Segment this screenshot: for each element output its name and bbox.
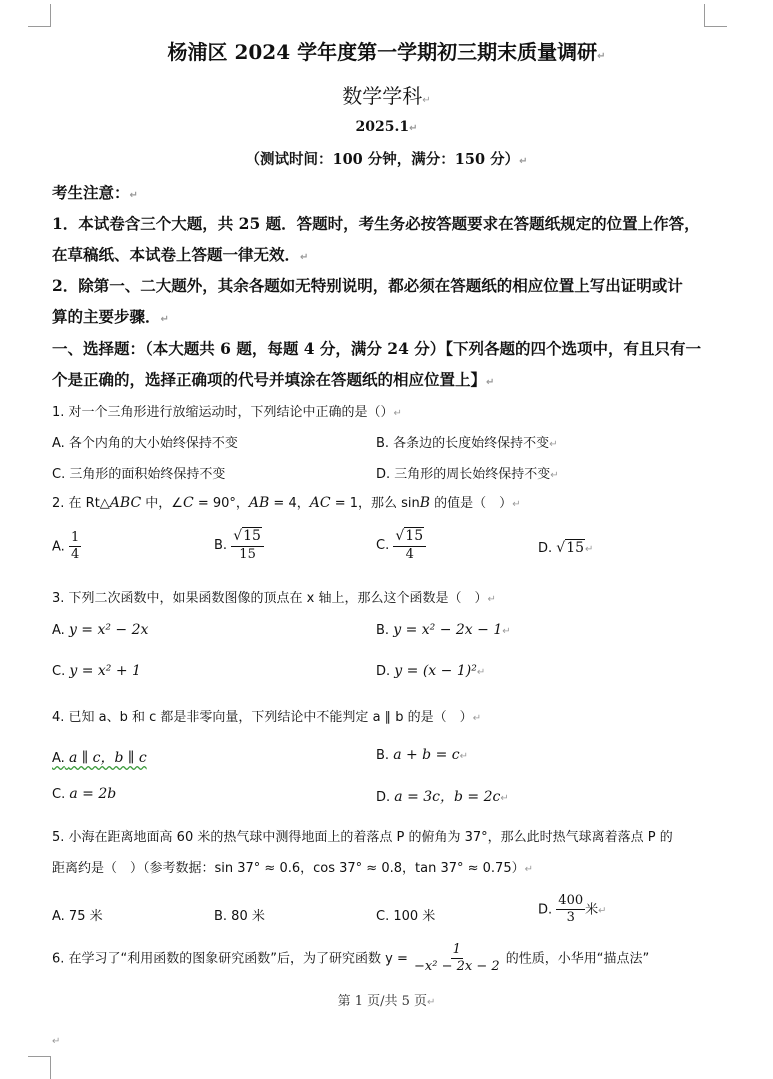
trailing-paragraph-mark: ↵ (52, 1036, 61, 1047)
question-2-option-c: C. $\frac{√15}{4}$ (376, 528, 426, 563)
notice-item-1-line-1: 1．本试卷含三个大题，共 25 题．答题时，考生务必按答题要求在答题纸规定的位置上作答， (52, 214, 700, 233)
question-3-option-a: A. y = x² − 2x (52, 622, 149, 638)
question-3-option-d: D. y = (x − 1)²↵ (376, 663, 486, 679)
exam-title: 杨浦区 2024 学年度第一学期初三期末质量调研↵ (167, 40, 606, 64)
crop-mark-bottom-left (28, 1056, 51, 1079)
question-4-option-a: A. a ∥ c，b ∥ c (52, 750, 147, 766)
question-3-option-c: C. y = x² + 1 (52, 663, 141, 679)
question-5-option-c: C. 100 米 (376, 909, 436, 924)
question-2-stem: 2. 在 Rt△ABC 中，∠C = 90°，AB = 4，AC = 1，那么 sinB 的值是（ ）↵ (52, 495, 521, 511)
question-6-stem: 6. 在学习了“利用函数的图象研究函数”后，为了研究函数 y = $\frac{1}{\text{−x² − 2x − 2}}$ 的性质，小华用“描点法” (52, 942, 650, 975)
notice-item-2-line-2: 算的主要步骤．↵ (52, 307, 169, 326)
question-1-option-c: C. 三角形的面积始终保持不变 (52, 467, 226, 482)
exam-duration: （测试时间：100 分钟，满分：150 分）↵ (245, 151, 528, 168)
question-4-option-b: B. a + b = c↵ (376, 747, 469, 763)
section-1-heading-line-1: 一、选择题：（本大题共 6 题，每题 4 分，满分 24 分）【下列各题的四个选项中，有且只有一 (52, 339, 702, 358)
question-4-option-d: D. a = 3c，b = 2c↵ (376, 789, 509, 805)
question-2-option-a: A. $\frac{1}{4}$ (52, 530, 80, 563)
notice-item-1-line-2: 在草稿纸、本试卷上答题一律无效．↵ (52, 245, 309, 264)
crop-mark-top-right (704, 4, 727, 27)
question-5-option-a: A. 75 米 (52, 909, 103, 924)
notice-item-2-line-1: 2．除第一、二大题外，其余各题如无特别说明，都必须在答题纸的相应位置上写出证明或计 (52, 276, 683, 295)
question-4-stem: 4. 已知 a、b 和 c 都是非零向量，下列结论中不能判定 a ∥ b 的是（ ）↵ (52, 710, 482, 725)
section-1-heading-line-2: 个是正确的，选择正确项的代号并填涂在答题纸的相应位置上】↵ (52, 370, 495, 389)
question-5-stem-line-2: 距离约是（ ）（参考数据：sin 37° ≈ 0.6，cos 37° ≈ 0.8，tan 37° ≈ 0.75）↵ (52, 861, 533, 876)
question-1-stem: 1. 对一个三角形进行放缩运动时，下列结论中正确的是（）↵ (52, 405, 402, 420)
question-5-option-d: D. $\frac{400}{3}$ 米↵ (538, 893, 607, 926)
question-4-option-c: C. a = 2b (52, 786, 117, 802)
question-1-option-d: D. 三角形的周长始终保持不变↵ (376, 467, 559, 482)
page-footer: 第 1 页/共 5 页↵ (337, 994, 436, 1009)
crop-mark-top-left (28, 4, 51, 27)
question-5-stem-line-1: 5. 小海在距离地面高 60 米的热气球中测得地面上的着落点 P 的俯角为 37°，那么此时热气球离着落点 P 的 (52, 830, 673, 845)
question-5-option-b: B. 80 米 (214, 909, 265, 924)
question-2-option-b: B. $\frac{√15}{15}$ (214, 528, 264, 563)
question-2-option-d: D. √15↵ (538, 540, 594, 556)
notice-heading: 考生注意：↵ (52, 183, 138, 202)
question-3-stem: 3. 下列二次函数中，如果函数图像的顶点在 x 轴上，那么这个函数是（ ）↵ (52, 591, 496, 606)
question-1-option-b: B. 各条边的长度始终保持不变↵ (376, 436, 558, 451)
question-1-option-a: A. 各个内角的大小始终保持不变 (52, 436, 238, 451)
exam-date: 2025.1↵ (355, 119, 418, 135)
question-3-option-b: B. y = x² − 2x − 1↵ (376, 622, 511, 638)
subject-title: 数学学科↵ (342, 84, 431, 108)
